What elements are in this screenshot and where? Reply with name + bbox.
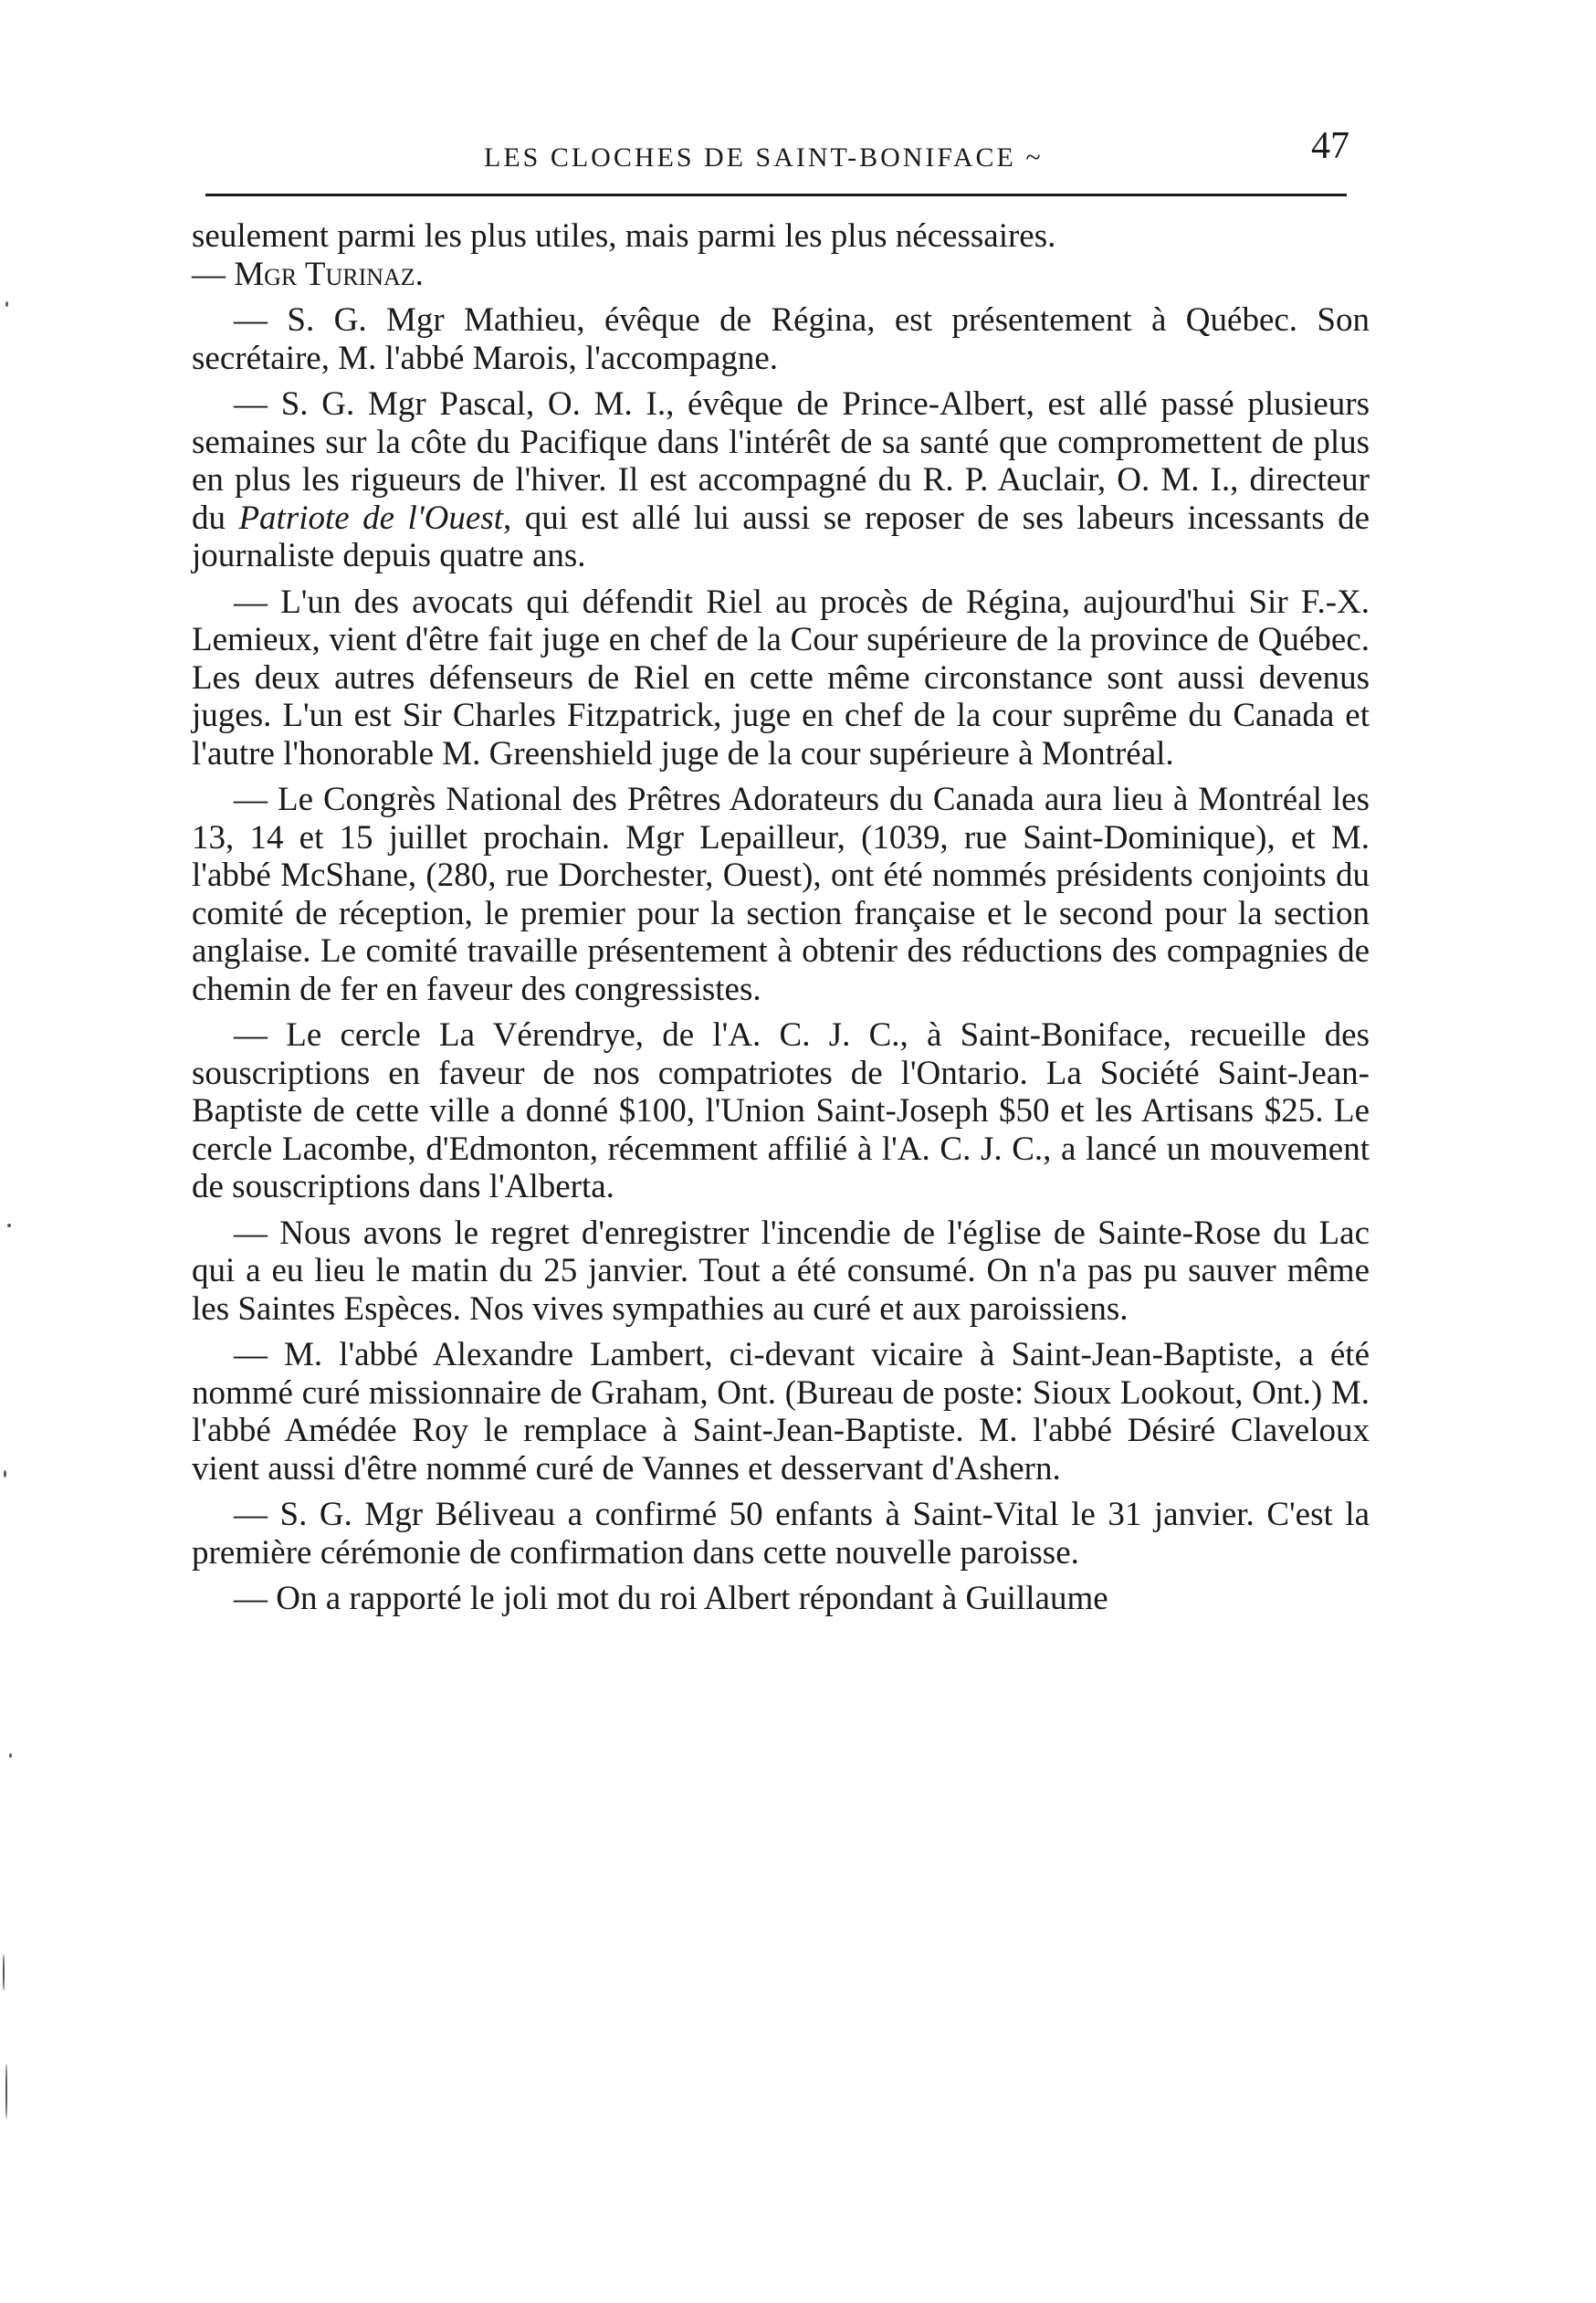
- paragraph-text: — Nous avons le regret d'enregistrer l'incendie de l'église de Sainte-Rose du Lac qui a eu lieu le matin du 25 janvier. Tout a été consumé. On n'a pas pu sauver même les Saintes Espèces. Nos vives sympathies au curé et aux paroissiens.: [192, 1214, 1370, 1328]
- paragraph-text: — On a rapporté le joli mot du roi Albert répondant à Guillaume: [234, 1580, 1108, 1617]
- running-header: [192, 121, 1349, 184]
- header-rule: [205, 194, 1347, 196]
- paragraph: [192, 217, 1370, 293]
- paragraph-text: — Le cercle La Vérendrye, de l'A. C. J. C., à Saint-Boniface, recueille des souscriptions en faveur de nos compatriotes de l'Ontario. La Société Saint-Jean-Baptiste de cette ville a donné $100, l'Union Saint-Joseph $50 et les Artisans $25. Le cercle Lacombe, d'Edmonton, récemment affilié à l'A. C. J. C., a lancé un mouvement de souscriptions dans l'Alberta.: [192, 1016, 1370, 1205]
- paragraph-text: — Le Congrès National des Prêtres Adorateurs du Canada aura lieu à Montréal les 13, 14 et 15 juillet prochain. Mgr Lepailleur, (1039, rue Saint-Dominique), et M. l'abbé McShane, (280, rue Dorchester, Ouest), ont été nommés présidents conjoints du comité de réception, le premier pour la section française et le second pour la section anglaise. Le comité travaille présentement à obtenir des réductions des compagnies de chemin de fer en faveur des congressistes.: [192, 781, 1370, 1008]
- paragraph: [192, 1336, 1370, 1488]
- paragraph-text: — S. G. Mgr Béliveau a confirmé 50 enfants à Saint-Vital le 31 janvier. C'est la première cérémonie de confirmation dans cette nouvelle paroisse.: [192, 1496, 1370, 1572]
- paragraph-text: — L'un des avocats qui défendit Riel au procès de Régina, aujourd'hui Sir F.-X. Lemieux, vient d'être fait juge en chef de la Cour supérieure de la province de Québec. Les deux autres défenseurs de Riel en cette même circonstance sont aussi devenus juges. L'un est Sir Charles Fitzpatrick, juge en chef de la cour suprême du Canada et l'autre l'honorable M. Greenshield juge de la cour supérieure à Montréal.: [192, 583, 1370, 773]
- paragraph: [192, 301, 1370, 377]
- paragraph: [192, 781, 1370, 1008]
- article-body: [192, 217, 1370, 1626]
- paragraph-text: , qui est allé lui aussi se reposer de ses labeurs incessants de journaliste depuis quatre ans.: [192, 499, 1370, 574]
- quote-attribution: — Mgr Turinaz.: [192, 255, 424, 293]
- paragraph: [192, 1215, 1370, 1329]
- paragraph: [192, 1580, 1370, 1618]
- paragraph-text: — S. G. Mgr Pascal, O. M. I., évêque de Prince-Albert, est allé passé plusieurs semaines sur la côte du Pacifique dans l'intérêt de sa santé que compromettent de plus en plus les rigueurs de l'hiver. Il est accompagné du R. P. Auclair, O. M. I., directeur du: [192, 385, 1370, 537]
- page-number: 47: [1311, 125, 1349, 167]
- paragraph-text: seulement parmi les plus utiles, mais parmi les plus nécessaires.: [192, 217, 1056, 255]
- paragraph: [192, 1496, 1370, 1572]
- paragraph: [192, 385, 1370, 575]
- running-title: LES CLOCHES DE SAINT-BONIFACE ~: [484, 142, 1044, 173]
- paragraph: [192, 584, 1370, 773]
- newspaper-title: Patriote de l'Ouest: [238, 499, 504, 537]
- paragraph-text: — S. G. Mgr Mathieu, évêque de Régina, est présentement à Québec. Son secrétaire, M. l'abbé Marois, l'accompagne.: [192, 301, 1370, 377]
- paragraph-text: — M. l'abbé Alexandre Lambert, ci-devant vicaire à Saint-Jean-Baptiste, a été nommé curé missionnaire de Graham, Ont. (Bureau de poste: Sioux Lookout, Ont.) M. l'abbé Amédée Roy le remplace à Saint-Jean-Baptiste. M. l'abbé Désiré Claveloux vient aussi d'être nommé curé de Vannes et desservant d'Ashern.: [192, 1336, 1370, 1488]
- margin-specks: [0, 0, 18, 2303]
- paragraph: [192, 1016, 1370, 1206]
